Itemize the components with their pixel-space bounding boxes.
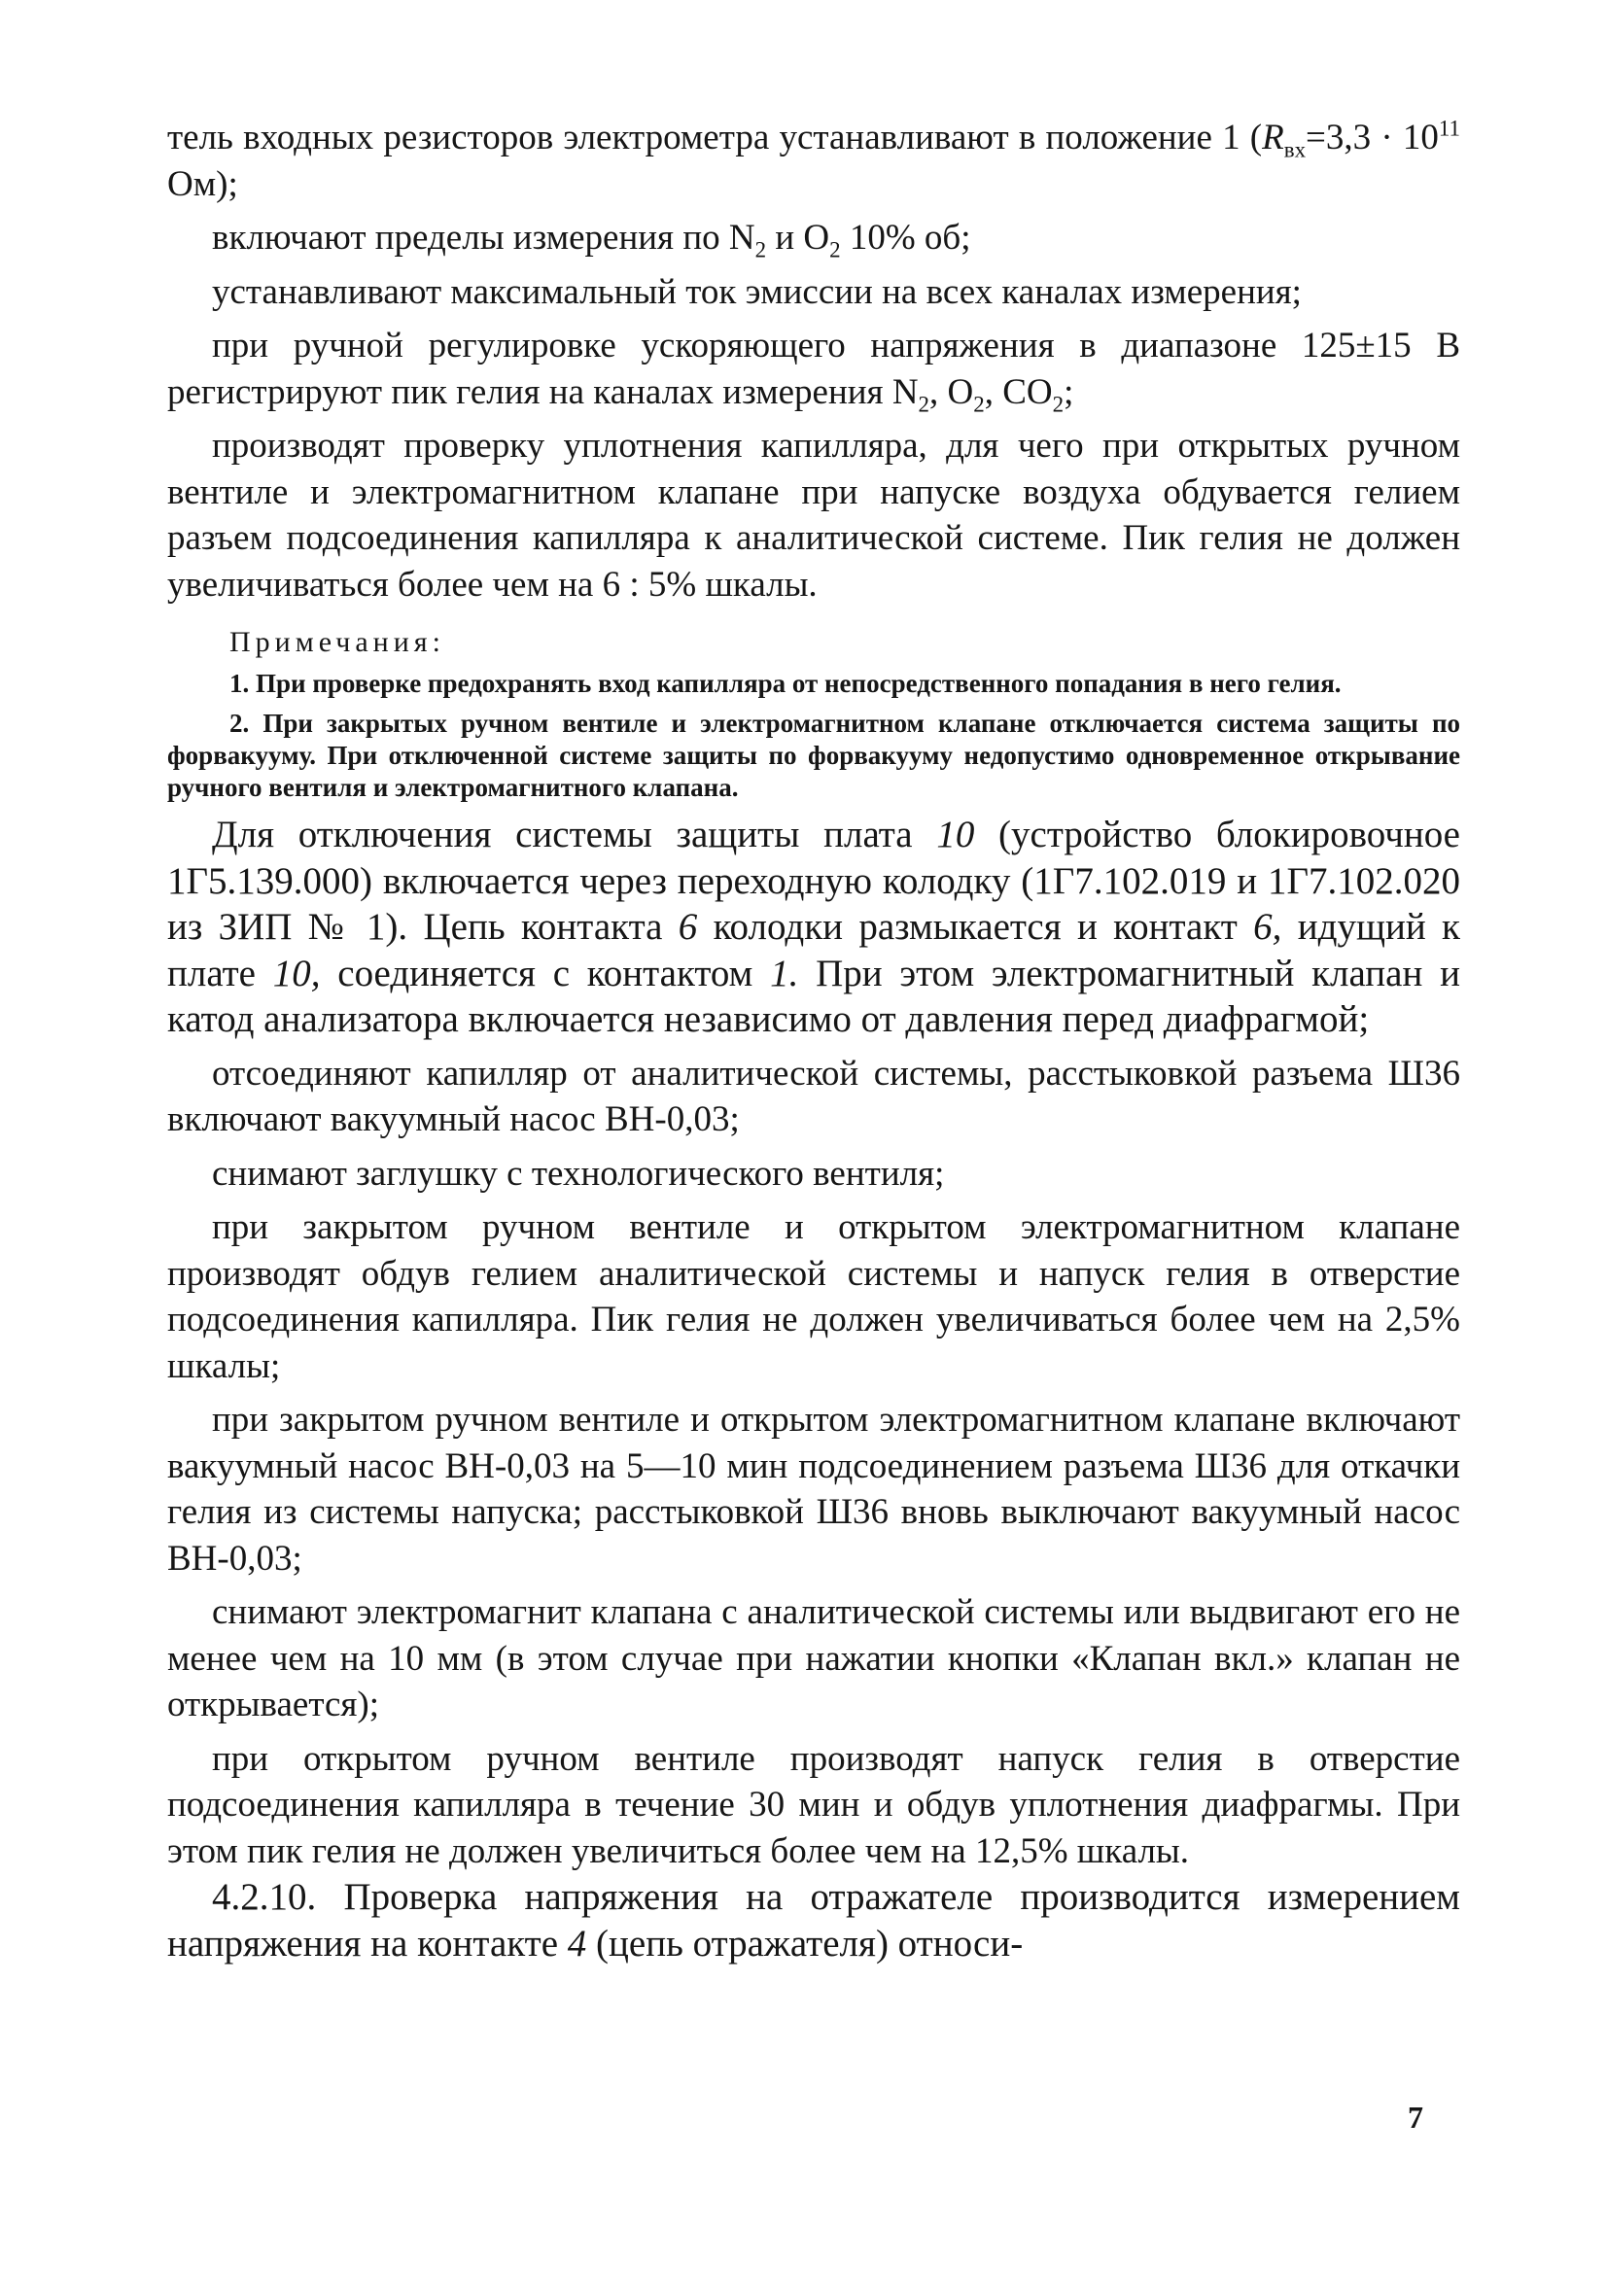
paragraph-helium-blow: при закрытом ручном вентиле и открытом электромагнитном клапане производят обдув гелием аналитической системы и напуск гелия в отверстие подсоединения капилляра. Пик гелия не должен увеличиваться более чем на 2,5% шкалы; — [167, 1207, 1460, 1386]
paragraph-vacuum-pump: при закрытом ручном вентиле и открытом электромагнитном клапане включают вакуумный насос ВН-0,03 на 5—10 мин подсоединением разъема Ш36 для откачки гелия из системы напуска; расстыковкой Ш36 вновь выключают вакуумный насос ВН-0,03; — [167, 1400, 1460, 1579]
paragraph-diaphragm-seal: при открытом ручном вентиле производят напуск гелия в отверстие подсоединения капилляра в течение 30 мин и обдув уплотнения диафрагмы. При этом пик гелия не должен увеличиться более чем на 12,5% шкалы. — [167, 1738, 1460, 1871]
paragraph-measurement-limits: включают пределы измерения по $N_2$ и $O_2$ 10% об; — [212, 218, 971, 262]
paragraph-protection-disable: Для отключения системы защиты плата 10 (устройство блокировочное 1Г5.139.000) включается через переходную колодку (1Г7.102.019 и 1Г7.102.020 из ЗИП № 1). Цепь контакта 6 колодки размыкается и контакт 6, идущий к плате 10, соединяется с контактом 1. При этом электромагнитный клапан и катод анализатора включается независимо от давления перед диафрагмой; — [167, 814, 1461, 1040]
page-number: 7 — [1408, 2100, 1423, 2135]
paragraph-capillary-seal-check: производят проверку уплотнения капилляра, для чего при открытых ручном вентиле и электромагнитном клапане при напуске воздуха обдувается гелием разъем подсоединения капилляра к аналитической системе. Пик гелия не должен увеличиваться более чем на 6 : 5% шкалы. — [167, 426, 1460, 605]
paragraph-disconnect-capillary: отсоединяют капилляр от аналитической системы, расстыковкой разъема Ш36 включают вакуумный насос ВН-0,03; — [167, 1053, 1460, 1139]
document-page — [167, 115, 1460, 1966]
paragraph-remove-plug: снимают заглушку с технологического вентиля; — [212, 1153, 945, 1194]
notes-heading: Примечания: — [229, 626, 445, 658]
note-item: 2. При закрытых ручном вентиле и электромагнитном клапане отключается система защиты по форвакууму. При отключенной системе защиты по форвакууму недопустимо одновременное открывание ручного вентиля и электромагнитного клапана. — [167, 709, 1460, 802]
paragraph-helium-peak: при ручной регулировке ускоряющего напряжения в диапазоне 125±15 В регистрируют пик гелия на каналах измерения $N_2$, $O_2$, $CO_2$; — [167, 326, 1460, 416]
paragraph-reflector-voltage: 4.2.10. Проверка напряжения на отражателе производится измерением напряжения на контакте 4 (цепь отражателя) относи- — [167, 1876, 1460, 1965]
note-item: 1. При проверке предохранять вход капилляра от непосредственного попадания в него гелия. — [229, 669, 1342, 698]
paragraph-emission-current: устанавливают максимальный ток эмиссии на всех каналах измерения; — [212, 271, 1302, 312]
paragraph-resistor-position: тель входных резисторов электрометра устанавливают в положение 1 ($R_{вх}=3,3 \cdot 10^{11}$ Ом); — [167, 116, 1460, 204]
paragraph-remove-electromagnet: снимают электромагнит клапана с аналитической системы или выдвигают его не менее чем на 10 мм (в этом случае при нажатии кнопки «Клапан вкл.» клапан не открывается); — [167, 1592, 1460, 1724]
